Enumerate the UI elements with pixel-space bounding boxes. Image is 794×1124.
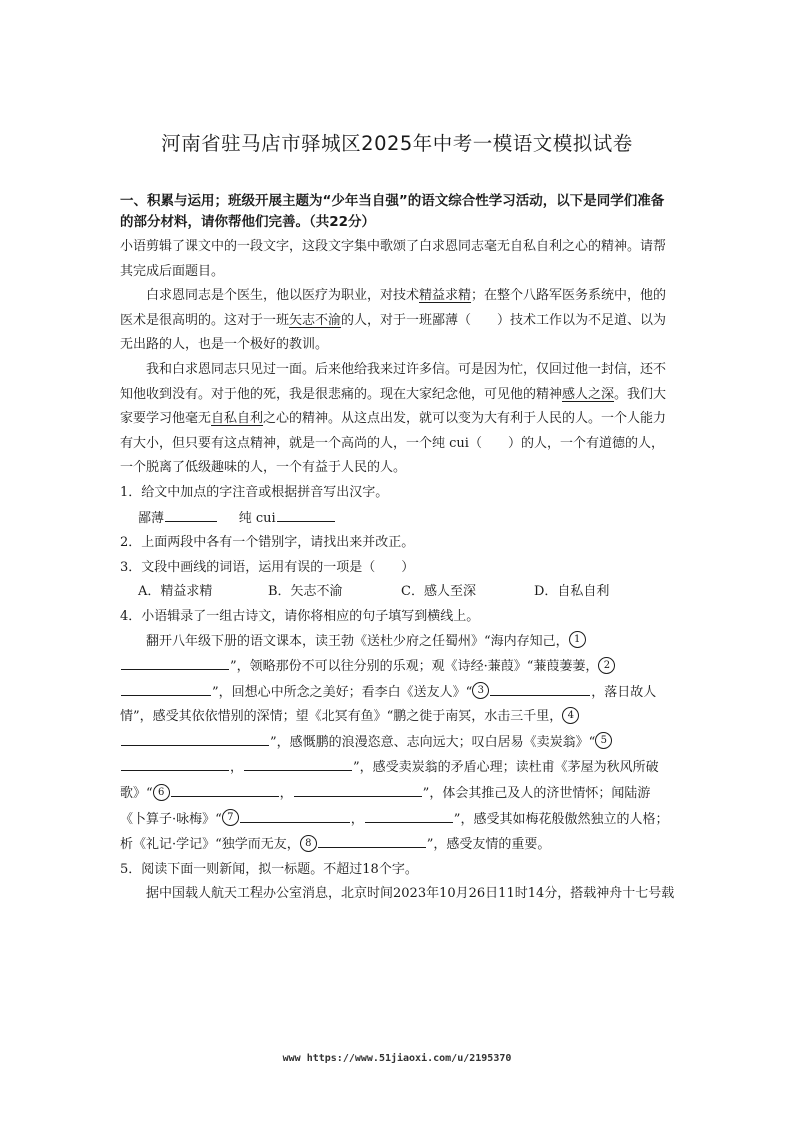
circled-number: 2 — [598, 657, 615, 674]
text-run: ”，感受卖炭翁的矛盾心理；读杜甫《茅屋为秋风所破歌》“ — [120, 760, 659, 802]
answer-blank[interactable] — [165, 506, 217, 522]
option-b[interactable]: B．矢志不渝 — [268, 584, 343, 600]
question-4: 4．小语辑录了一组古诗文，请你将相应的句子填写到横线上。 — [120, 608, 480, 624]
underlined-term: 自私自利 — [211, 411, 264, 427]
footer-watermark-url: www https://www.51jiaoxi.com/u/2195370 — [282, 1053, 512, 1064]
option-d[interactable]: D．自私自利 — [534, 584, 610, 600]
text-run: ）的人，一个有道德的人，一个脱离了低级趣味的人，一个有益于人民的人。 — [120, 435, 664, 476]
text-run: 之心的精神。从这点出发，就可以变为大有利于人民的人。一个人能力有大小，但只要有这点精神，就是一个高尚的人，一个纯 cui（ — [120, 411, 667, 451]
circled-number: 5 — [595, 732, 612, 749]
text-run: ”，回想心中所念之美好；看李白《送友人》“ — [212, 684, 473, 700]
text-run: ”，感受友情的重要。 — [426, 837, 551, 853]
circled-number: 7 — [222, 809, 239, 826]
circled-number: 1 — [569, 631, 586, 648]
text-run: 的人，对于一班鄙薄（ — [341, 312, 472, 328]
circled-number: 6 — [153, 784, 170, 801]
answer-blank[interactable] — [365, 807, 453, 823]
news-paragraph: 据中国载人航天工程办公室消息，北京时间2023年10月26日11时14分，搭载神舟十七号载 — [146, 886, 675, 902]
circled-number: 4 — [562, 707, 579, 724]
question-4-passage — [120, 630, 676, 858]
answer-blank[interactable] — [240, 807, 350, 823]
answer-blank[interactable] — [171, 781, 279, 797]
question-2: 2．上面两段中各有一个错别字，请找出来并改正。 — [120, 535, 415, 551]
text-run: ”，感受其如梅花般傲然独立的人格；析《礼记·学记》“独学而无友， — [120, 811, 669, 853]
text-run: ， — [279, 786, 293, 802]
page-title: 河南省驻马店市驿城区2025年中考一模语文模拟试卷 — [161, 132, 633, 155]
text-run: 白求恩同志是个医生，他以医疗为职业，对技术 — [146, 288, 420, 304]
text-run: 翻开八年级下册的语文课本，读王勃《送杜少府之任蜀州》“海内存知己， — [146, 633, 569, 649]
text-run: ；在整个八路军医务系统中，他的医术是很高明的。这对于一班 — [120, 288, 667, 328]
answer-blank[interactable] — [121, 730, 269, 746]
text-run: ，落日故人情”，感受其依依惜别的深情；望《北冥有鱼》“鹏之徙于南冥，水击三千里， — [120, 684, 657, 725]
question-5: 5．阅读下面一则新闻，拟一标题。不超过18个字。 — [120, 861, 418, 877]
text-run: ”，领略那份不可以往分别的乐观；观《诗经·蒹葭》“蒹葭萋萋， — [230, 659, 599, 675]
underlined-term: 感人之深 — [562, 386, 615, 402]
text-run: ”，感慨鹏的浪漫恣意、志向远大；叹白居易《卖炭翁》“ — [270, 734, 596, 750]
circled-number: 3 — [472, 682, 489, 699]
text-run: ， — [230, 760, 244, 776]
question-1-answers — [120, 506, 676, 532]
text-run: ）技术工作以为不足道、以为无出路的人，也是一个极好的教训。 — [120, 312, 667, 353]
intro-paragraph: 小语剪辑了课文中的一段文字，这段文字集中歌颂了白求恩同志毫无自私自利之心的精神。请帮其完成后面题目。 — [120, 239, 667, 279]
text-run: 。我们大家要学习他毫无 — [120, 386, 667, 427]
answer-blank[interactable] — [277, 506, 335, 522]
answer-label: 鄙薄 — [138, 510, 165, 526]
answer-blank[interactable] — [294, 781, 422, 797]
answer-blank[interactable] — [121, 755, 229, 771]
question-1: 1．给文中加点的字注音或根据拼音写出汉字。 — [120, 484, 389, 500]
section-heading: 一、积累与运用；班级开展主题为“少年当自强”的语文综合性学习活动，以下是同学们准备的部分材料，请你帮他们完善。（共22分） — [120, 193, 665, 230]
answer-blank[interactable] — [318, 832, 426, 848]
underlined-term: 矢志不渝 — [289, 312, 342, 328]
option-c[interactable]: C．感人至深 — [401, 584, 476, 600]
answer-blank[interactable] — [121, 680, 211, 696]
passage-paragraph-2 — [120, 358, 676, 481]
answer-blank[interactable] — [490, 680, 590, 696]
passage-paragraph-1 — [120, 284, 676, 358]
circled-number: 8 — [300, 835, 317, 852]
text-run: 3．文段中画线的词语，运用有误的一项是（ — [120, 559, 376, 575]
question-3-options — [120, 580, 676, 605]
answer-blank[interactable] — [121, 654, 229, 670]
text-run: ） — [401, 559, 415, 575]
text-run: ”，体会其推己及人的济世情怀；闻陆游《卜算子·咏梅》“ — [120, 786, 651, 827]
text-run: ， — [350, 811, 364, 827]
option-a[interactable]: A．精益求精 — [138, 584, 213, 600]
text-run: 我和白求恩同志只见过一面。后来他给我来过许多信。可是因为忙，仅回过他一封信，还不知他收到没有。对于他的死，我是很悲痛的。现在大家纪念他，可见他的精神 — [120, 361, 667, 402]
document-body — [120, 191, 676, 907]
underlined-term: 精益求精 — [419, 288, 472, 304]
answer-label: 纯 cui — [238, 510, 276, 526]
question-3 — [120, 556, 676, 581]
answer-blank[interactable] — [244, 755, 352, 771]
